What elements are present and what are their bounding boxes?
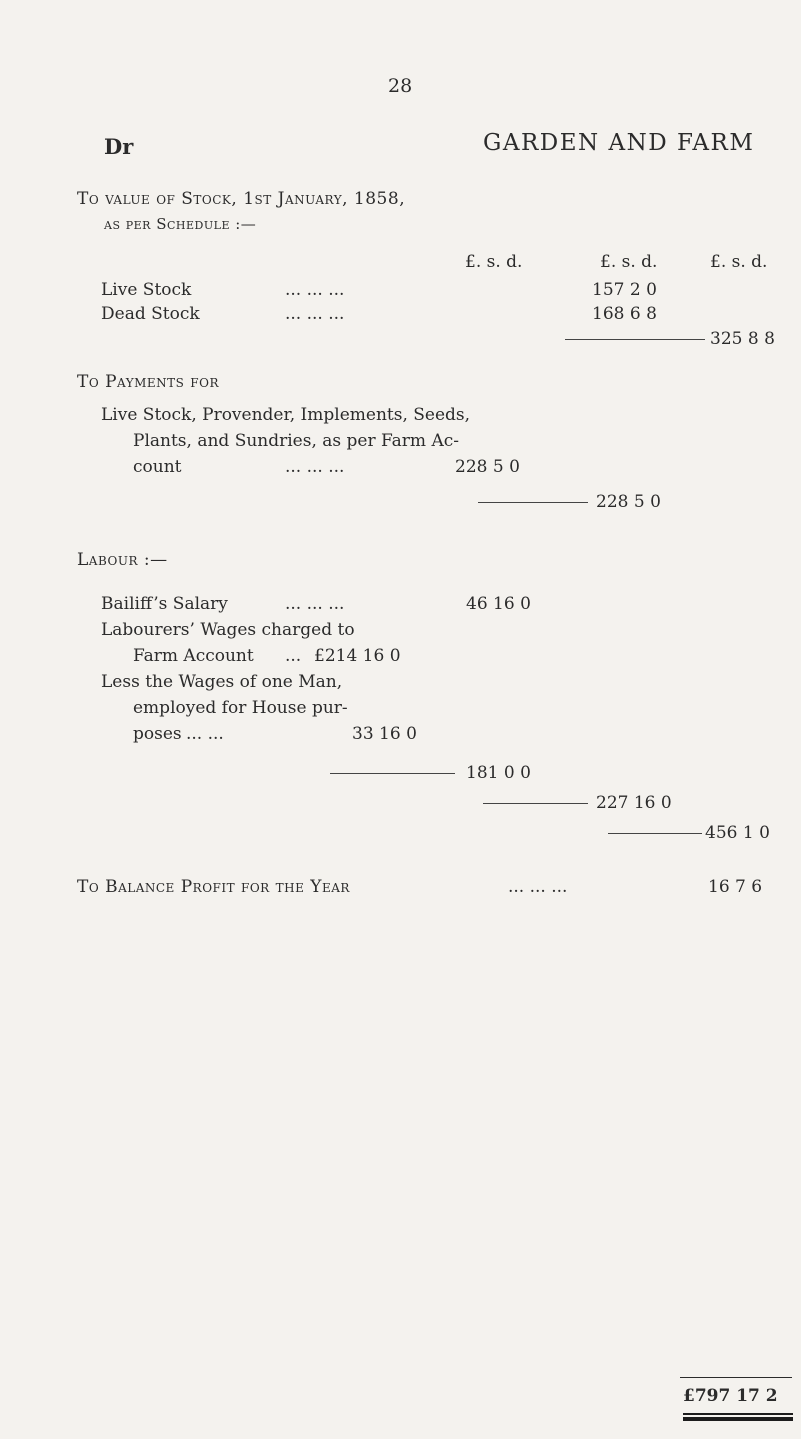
less-amount: 33 16 0 bbox=[352, 724, 417, 744]
payments-text: count bbox=[133, 457, 182, 477]
stock-heading: To value of Stock, 1st January, 1858, bbox=[77, 189, 406, 209]
live-stock-amount: 157 2 0 bbox=[592, 280, 657, 300]
less-text: employed for House pur- bbox=[133, 698, 348, 718]
net-wages-amount: 181 0 0 bbox=[466, 763, 531, 783]
payments-text: Plants, and Sundries, as per Farm Ac- bbox=[133, 431, 459, 451]
subtotal-amount: 456 1 0 bbox=[705, 823, 770, 843]
leader-dots: ... ... ... bbox=[285, 280, 345, 300]
column-header-2: £. s. d. bbox=[600, 252, 658, 272]
rule bbox=[478, 502, 588, 503]
double-rule bbox=[683, 1417, 793, 1421]
less-text: Less the Wages of one Man, bbox=[101, 672, 343, 692]
live-stock-label: Live Stock bbox=[101, 280, 192, 300]
balance-amount: 16 7 6 bbox=[708, 877, 763, 897]
payments-heading: To Payments for bbox=[77, 372, 219, 392]
rule bbox=[680, 1377, 792, 1378]
page-number: 28 bbox=[388, 75, 413, 97]
payments-text: Live Stock, Provender, Implements, Seeds, bbox=[101, 405, 471, 425]
grand-total: £797 17 2 bbox=[683, 1386, 778, 1406]
dead-stock-label: Dead Stock bbox=[101, 304, 200, 324]
bailiff-salary-amount: 46 16 0 bbox=[466, 594, 531, 614]
rule bbox=[565, 339, 705, 340]
leader-dots: ... ... ... bbox=[285, 304, 345, 324]
leader-dots: ... bbox=[285, 646, 302, 666]
double-rule bbox=[683, 1413, 793, 1415]
account-title: GARDEN AND FARM bbox=[483, 130, 755, 156]
balance-label: To Balance Profit for the Year bbox=[77, 877, 350, 897]
debit-marker: Dr bbox=[104, 134, 134, 159]
dead-stock-amount: 168 6 8 bbox=[592, 304, 657, 324]
leader-dots: ... ... ... bbox=[285, 457, 345, 477]
payments-amount: 228 5 0 bbox=[455, 457, 520, 477]
labour-heading: Labour :— bbox=[77, 550, 168, 570]
labour-total: 227 16 0 bbox=[596, 793, 672, 813]
rule bbox=[483, 803, 588, 804]
rule bbox=[330, 773, 455, 774]
column-header-1: £. s. d. bbox=[465, 252, 523, 272]
wages-text: Labourers’ Wages charged to bbox=[101, 620, 355, 640]
rule bbox=[608, 833, 702, 834]
payments-carried: 228 5 0 bbox=[596, 492, 661, 512]
stock-total: 325 8 8 bbox=[710, 329, 775, 349]
leader-dots: ... ... bbox=[186, 724, 224, 744]
less-text: poses bbox=[133, 724, 182, 744]
column-header-3: £. s. d. bbox=[710, 252, 768, 272]
wages-amount: £214 16 0 bbox=[314, 646, 401, 666]
bailiff-salary-label: Bailiff’s Salary bbox=[101, 594, 228, 614]
wages-text: Farm Account bbox=[133, 646, 254, 666]
stock-heading-cont: as per Schedule :— bbox=[104, 215, 257, 233]
leader-dots: ... ... ... bbox=[508, 877, 568, 897]
leader-dots: ... ... ... bbox=[285, 594, 345, 614]
